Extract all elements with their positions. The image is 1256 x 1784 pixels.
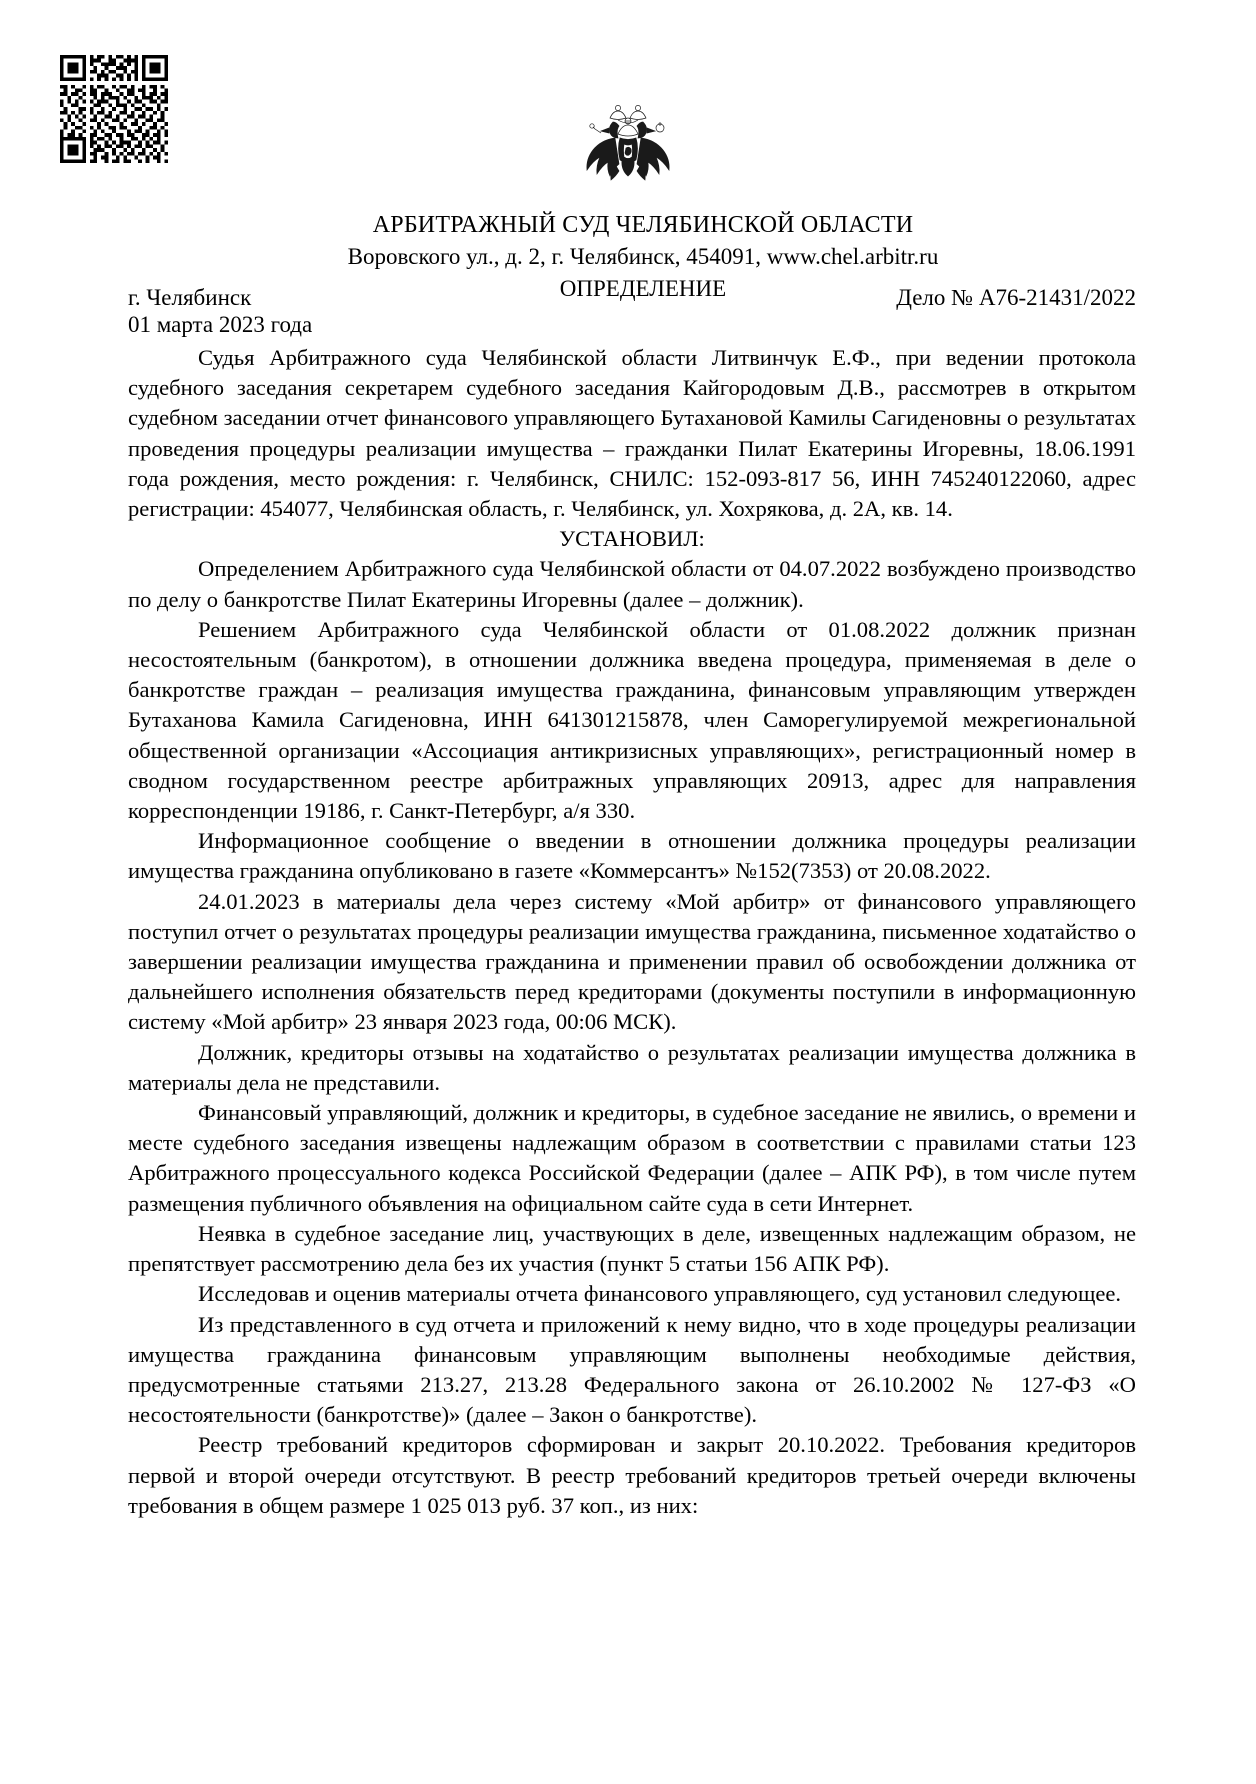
- intro-paragraph: Судья Арбитражного суда Челябинской области Литвинчук Е.Ф., при ведении протокола судебного заседания секретарем судебного заседания Кайгородовым Д.В., рассмотрев в открытом судебном заседании отчет финансового управляющего Бутахановой Камилы Сагиденовны о результатах проведения процедуры реализации имущества – гражданки Пилат Екатерины Игоревны, 18.06.1991 года рождения, место рождения: г. Челябинск, СНИЛС: 152-093-817 56, ИНН 745240122060, адрес регистрации: 454077, Челябинская область, г. Челябинск, ул. Хохрякова, д. 2А, кв. 14.: [128, 345, 1136, 522]
- body-paragraph-8: Исследовав и оценив материалы отчета финансового управляющего, суд установил следующее.: [198, 1281, 1122, 1307]
- body-paragraph-6: Финансовый управляющий, должник и кредиторы, в судебное заседание не явились, о времени и месте судебного заседания извещены надлежащим образом в соответствии с правилами статьи 123 Арбитражного процессуального кодекса Российской Федерации (далее – АПК РФ), в том числе путем размещения публичного объявления на официальном сайте суда в сети Интернет.: [128, 1100, 1136, 1216]
- court-name: АРБИТРАЖНЫЙ СУД ЧЕЛЯБИНСКОЙ ОБЛАСТИ: [372, 212, 914, 238]
- body-paragraph-5: Должник, кредиторы отзывы на ходатайство о результатах реализации имущества должника в материалы дела не представили.: [128, 1039, 1136, 1095]
- document-date: 01 марта 2023 года: [128, 312, 313, 337]
- document-body: [128, 343, 1136, 1521]
- body-paragraph-3: Информационное сообщение о введении в отношении должника процедуры реализации имущества гражданина опубликовано в газете «Коммерсантъ» №152(7353) от 20.08.2022.: [128, 828, 1136, 884]
- city-label: г. Челябинск: [128, 285, 252, 310]
- coat-of-arms-icon: [0, 100, 1256, 210]
- body-paragraph-4: 24.01.2023 в материалы дела через систему «Мой арбитр» от финансового управляющего поступил отчет о результатах процедуры реализации имущества гражданина, письменное ходатайство о завершении реализации имущества гражданина и применении правил об освобождении должника от дальнейшего исполнения обязательств перед кредиторами (документы поступили в информационную систему «Мой арбитр» 23 января 2023 года, 00:06 МСК).: [128, 888, 1136, 1035]
- body-paragraph-1: Определением Арбитражного суда Челябинской области от 04.07.2022 возбуждено производство по делу о банкротстве Пилат Екатерины Игоревны (далее – должник).: [128, 556, 1136, 612]
- ustanovil-heading: УСТАНОВИЛ:: [559, 526, 705, 552]
- body-paragraph-9: Из представленного в суд отчета и приложений к нему видно, что в ходе процедуры реализации имущества гражданина финансовым управляющим выполнены необходимые действия, предусмотренные статьями 213.27, 213.28 Федерального закона от 26.10.2002 № 127-ФЗ «О несостоятельности (банкротстве)» (далее – Закон о банкротстве).: [128, 1311, 1136, 1428]
- case-line: [128, 285, 1136, 311]
- court-address: Воровского ул., д. 2, г. Челябинск, 454091, www.chel.arbitr.ru: [347, 244, 939, 269]
- body-paragraph-10: Реестр требований кредиторов сформирован и закрыт 20.10.2022. Требования кредиторов первой и второй очереди отсутствуют. В реестр требований кредиторов третьей очереди включены требования в общем размере 1 025 013 руб. 37 коп., из них:: [128, 1432, 1136, 1518]
- case-number: Дело № А76-21431/2022: [896, 285, 1136, 310]
- body-paragraph-2: Решением Арбитражного суда Челябинской области от 01.08.2022 должник признан несостоятельным (банкротом), в отношении должника введена процедура, применяемая в деле о банкротстве граждан – реализация имущества гражданина, финансовым управляющим утвержден Бутаханова Камила Сагиденовна, ИНН 641301215878, член Саморегулируемой межрегиональной общественной организации «Ассоциация антикризисных управляющих», регистрационный номер в сводном государственном реестре арбитражных управляющих 20913, адрес для направления корреспонденции 19186, г. Санкт-Петербург, а/я 330.: [128, 616, 1136, 824]
- document-type: ОПРЕДЕЛЕНИЕ: [559, 275, 727, 301]
- body-paragraph-7: Неявка в судебное заседание лиц, участвующих в деле, извещенных надлежащим образом, не препятствует рассмотрению дела без их участия (пункт 5 статьи 156 АПК РФ).: [128, 1220, 1136, 1277]
